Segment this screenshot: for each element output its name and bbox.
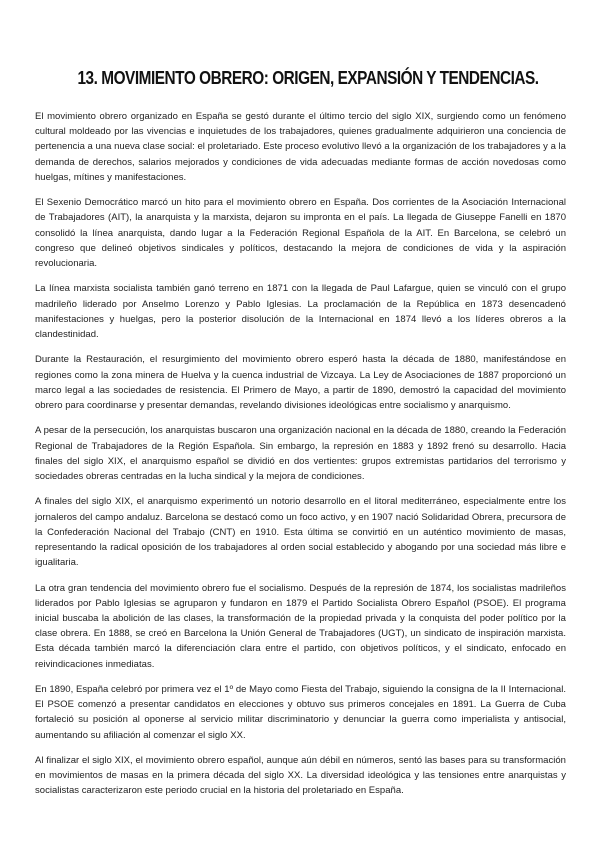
paragraph-anarchism-cnt: A finales del siglo XIX, el anarquismo experimentó un notorio desarrollo en el litoral mediterráneo, especialmente entre los jornaleros del campo andaluz. Barcelona se destacó como un foco activo, y en 1907 nació Solidaridad Obrera, precursora de la Confederación Nacional del Trabajo (CNT) en 1910. Esta última se convirtió en un auténtico movimiento de masas, representando la radical oposición de los trabajadores al orden social establecido y abogando por una sociedad más libre e igualitaria. (35, 496, 566, 569)
paragraph-conclusion: Al finalizar el siglo XIX, el movimiento obrero español, aunque aún débil en números, sentó las bases para su transformación en movimientos de masas en la primera década del siglo XX. La diversidad ideológica y las tensiones entre anarquistas y socialistas caracterizaron este periodo crucial en la historia del proletariado en España. (35, 755, 566, 797)
paragraph-origins: El movimiento obrero organizado en España se gestó durante el último tercio del siglo XIX, surgiendo como un fenómeno cultural moldeado por las vivencias e inquietudes de los trabajadores, quienes gradualmente adquirieron una conciencia de pertenencia a una nueva clase social: el proletariado. Este proceso evolutivo llevó a la organización de los trabajadores y a la demanda de derechos, salarios mejorados y condiciones de vida adecuadas mediante formas de acción novedosas como huelgas, mítines y manifestaciones. (35, 111, 566, 183)
paragraph-socialism: La otra gran tendencia del movimiento obrero fue el socialismo. Después de la represión de 1874, los socialistas madrileños liderados por Pablo Iglesias se agruparon y fundaron en 1879 el Partido Socialista Obrero Español (PSOE). El programa inicial buscaba la abolición de las clases, la transformación de la propiedad privada y la conquista del poder político por la clase obrera. En 1888, se creó en Barcelona la Unión General de Trabajadores (UGT), un sindicato de inspiración marxista. Esta década también marcó la diferenciación clara entre el partido, con objetivos políticos, y el sindicato, enfocado en reivindicaciones inmediatas. (35, 582, 566, 670)
paragraph-sexenio: El Sexenio Democrático marcó un hito para el movimiento obrero en España. Dos corrientes de la Asociación Internacional de Trabajadores (AIT), la anarquista y la marxista, dejaron su impronta en el país. La llegada de Giuseppe Fanelli en 1870 consolidó la línea anarquista, dando lugar a la Federación Regional Española de la AIT. En Barcelona, se celebró un congreso que delineó objetivos sindicales y políticos, destacando la mejora de condiciones de vida y la aspiración revolucionaria. (35, 197, 566, 270)
paragraph-may-day: En 1890, España celebró por primera vez el 1º de Mayo como Fiesta del Trabajo, siguiendo la consigna de la II Internacional. El PSOE comenzó a presentar candidatos en elecciones y obtuvo sus primeros concejales en 1891. La Guerra de Cuba fortaleció su posición al oponerse al servicio militar discriminatorio y denunciar la guerra como imperialista y antisocial, aumentando su afiliación al comenzar el siglo XX. (35, 684, 566, 741)
paragraph-marxist-line: La línea marxista socialista también ganó terreno en 1871 con la llegada de Paul Lafargue, quien se vinculó con el grupo madrileño liderado por Anselmo Lorenzo y Pablo Iglesias. La proclamación de la República en 1873 desencadenó manifestaciones y huelgas, pero la posterior disolución de la Internacional en 1874 llevó a los líderes obreros a la clandestinidad. (35, 283, 566, 341)
paragraph-restauracion: Durante la Restauración, el resurgimiento del movimiento obrero esperó hasta la década de 1880, manifestándose en regiones como la zona minera de Huelva y la cuenca industrial de Vizcaya. La Ley de Asociaciones de 1887 proporcionó un marco legal a las sociedades de resistencia. El Primero de Mayo, a partir de 1890, demostró la capacidad del movimiento obrero para coordinarse y presentar demandas, revelando divisiones ideológicas entre socialismo y anarquismo. (35, 354, 566, 412)
page-title: 13. MOVIMIENTO OBRERO: ORIGEN, EXPANSIÓN Y TENDENCIAS. (77, 67, 539, 88)
document-page (35, 66, 566, 809)
paragraph-anarchist-organization: A pesar de la persecución, los anarquistas buscaron una organización nacional en la década de 1880, creando la Federación Regional de Trabajadores de la Región Española. Sin embargo, la represión en 1883 y 1892 frenó su desarrollo. Hacia finales del siglo XIX, el anarquismo español se dividió en dos vertientes: grupos extremistas partidarios del terrorismo y sociedades obreras centradas en la lucha sindical y la mejora de condiciones. (35, 425, 566, 483)
